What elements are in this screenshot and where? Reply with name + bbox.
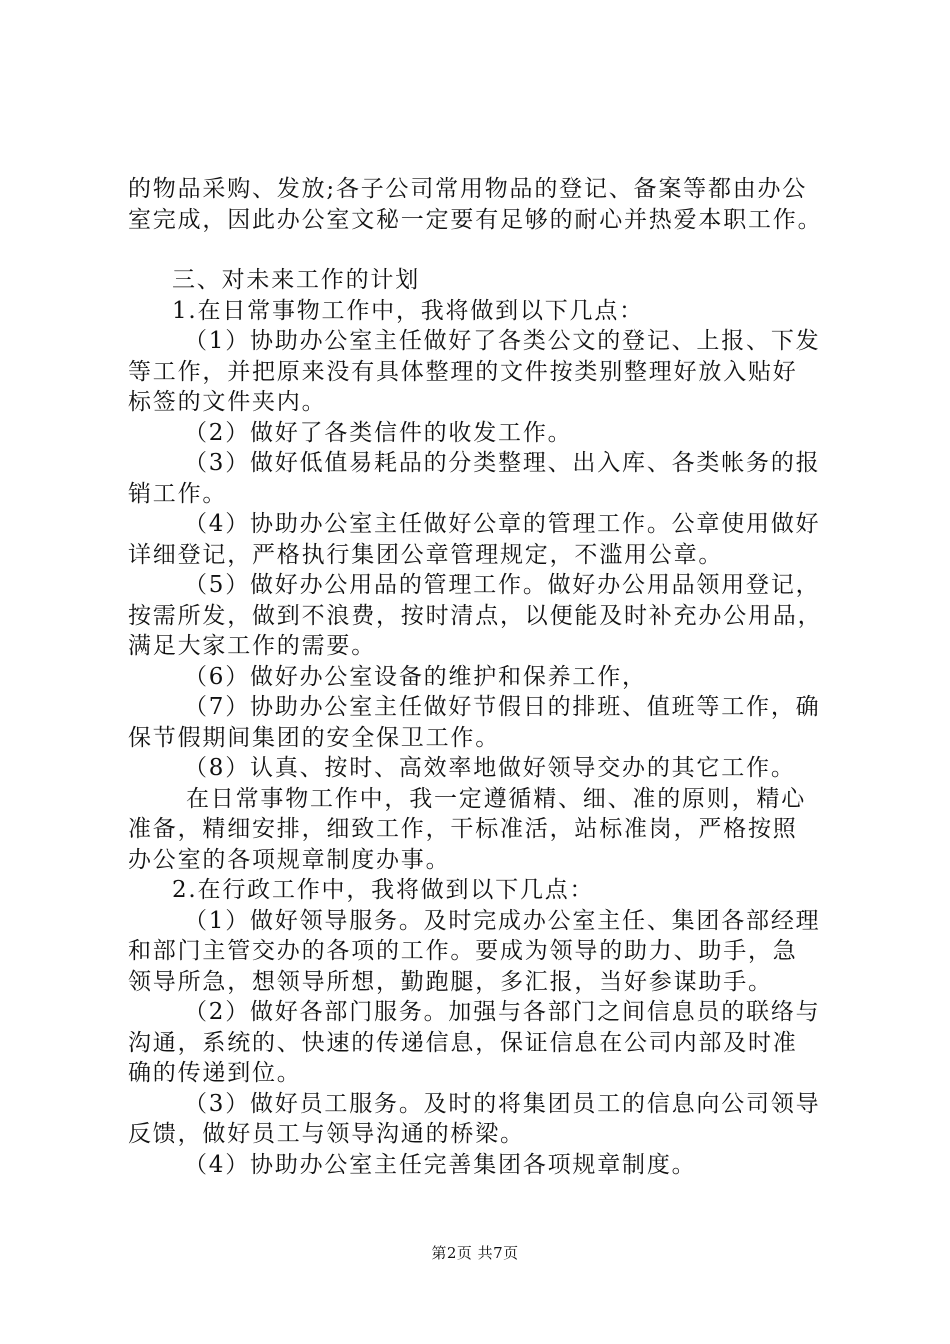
text-line: 详细登记，严格执行集团公章管理规定，不滥用公章。: [128, 541, 724, 568]
text-line: 按需所发，做到不浪费，按时清点，以便能及时补充办公用品，: [128, 602, 823, 629]
text-line: （3）做好低值易耗品的分类整理、出入库、各类帐务的报: [184, 450, 821, 476]
text-line: 确的传递到位。: [128, 1060, 302, 1086]
text-line: 等工作，并把原来没有具体整理的文件按类别整理好放入贴好: [128, 358, 798, 385]
text-line: （2）做好了各类信件的收发工作。: [184, 419, 573, 446]
text-line: （5）做好办公用品的管理工作。做好办公用品领用登记，: [184, 572, 821, 598]
text-line: （7）协助办公室主任做好节假日的排班、值班等工作，确: [184, 694, 821, 720]
text-line: 标签的文件夹内。: [128, 389, 327, 415]
text-line: 室完成，因此办公室文秘一定要有足够的耐心并热爱本职工作。: [128, 206, 823, 233]
text-line: 和部门主管交办的各项的工作。要成为领导的助力、助手，急: [128, 938, 798, 964]
text-line: 的物品采购、发放;各子公司常用物品的登记、备案等都由办公: [128, 176, 808, 202]
text-line: 销工作。: [128, 480, 228, 507]
text-line: （1）协助办公室主任做好了各类公文的登记、上报、下发: [184, 328, 821, 354]
text-line: （3）做好员工服务。及时的将集团员工的信息向公司领导: [184, 1090, 821, 1117]
page-footer: 第2页 共7页: [431, 1244, 519, 1262]
text-line: （1）做好领导服务。及时完成办公室主任、集团各部经理: [184, 907, 821, 934]
text-line: 领导所急，想领导所想，勤跑腿，多汇报，当好参谋助手。: [128, 968, 773, 995]
document-body: [128, 174, 848, 1180]
text-line: 办公室的各项规章制度办事。: [128, 846, 451, 873]
text-line: 准备，精细安排，细致工作，干标准活，站标准岗，严格按照: [128, 816, 798, 842]
text-line: （2）做好各部门服务。加强与各部门之间信息员的联络与: [184, 999, 821, 1025]
text-line: 反馈，做好员工与领导沟通的桥梁。: [128, 1121, 525, 1147]
text-line: 三、对未来工作的计划: [172, 267, 420, 293]
text-line: 沟通，系统的、快速的传递信息，保证信息在公司内部及时准: [128, 1029, 798, 1056]
text-line: （6）做好办公室设备的维护和保养工作，: [184, 663, 647, 690]
blank-line: [128, 235, 848, 265]
text-line: （4）协助办公室主任完善集团各项规章制度。: [184, 1151, 697, 1178]
text-line: 在日常事物工作中，我一定遵循精、细、准的原则，精心: [186, 785, 806, 812]
text-line: 满足大家工作的需要。: [128, 633, 376, 659]
text-line: （4）协助办公室主任做好公章的管理工作。公章使用做好: [184, 511, 821, 537]
text-line: 1.在日常事物工作中，我将做到以下几点：: [172, 297, 644, 324]
text-line: 2.在行政工作中，我将做到以下几点：: [172, 877, 595, 903]
text-line: 保节假期间集团的安全保卫工作。: [128, 724, 500, 751]
text-line: （8）认真、按时、高效率地做好领导交办的其它工作。: [184, 755, 796, 781]
